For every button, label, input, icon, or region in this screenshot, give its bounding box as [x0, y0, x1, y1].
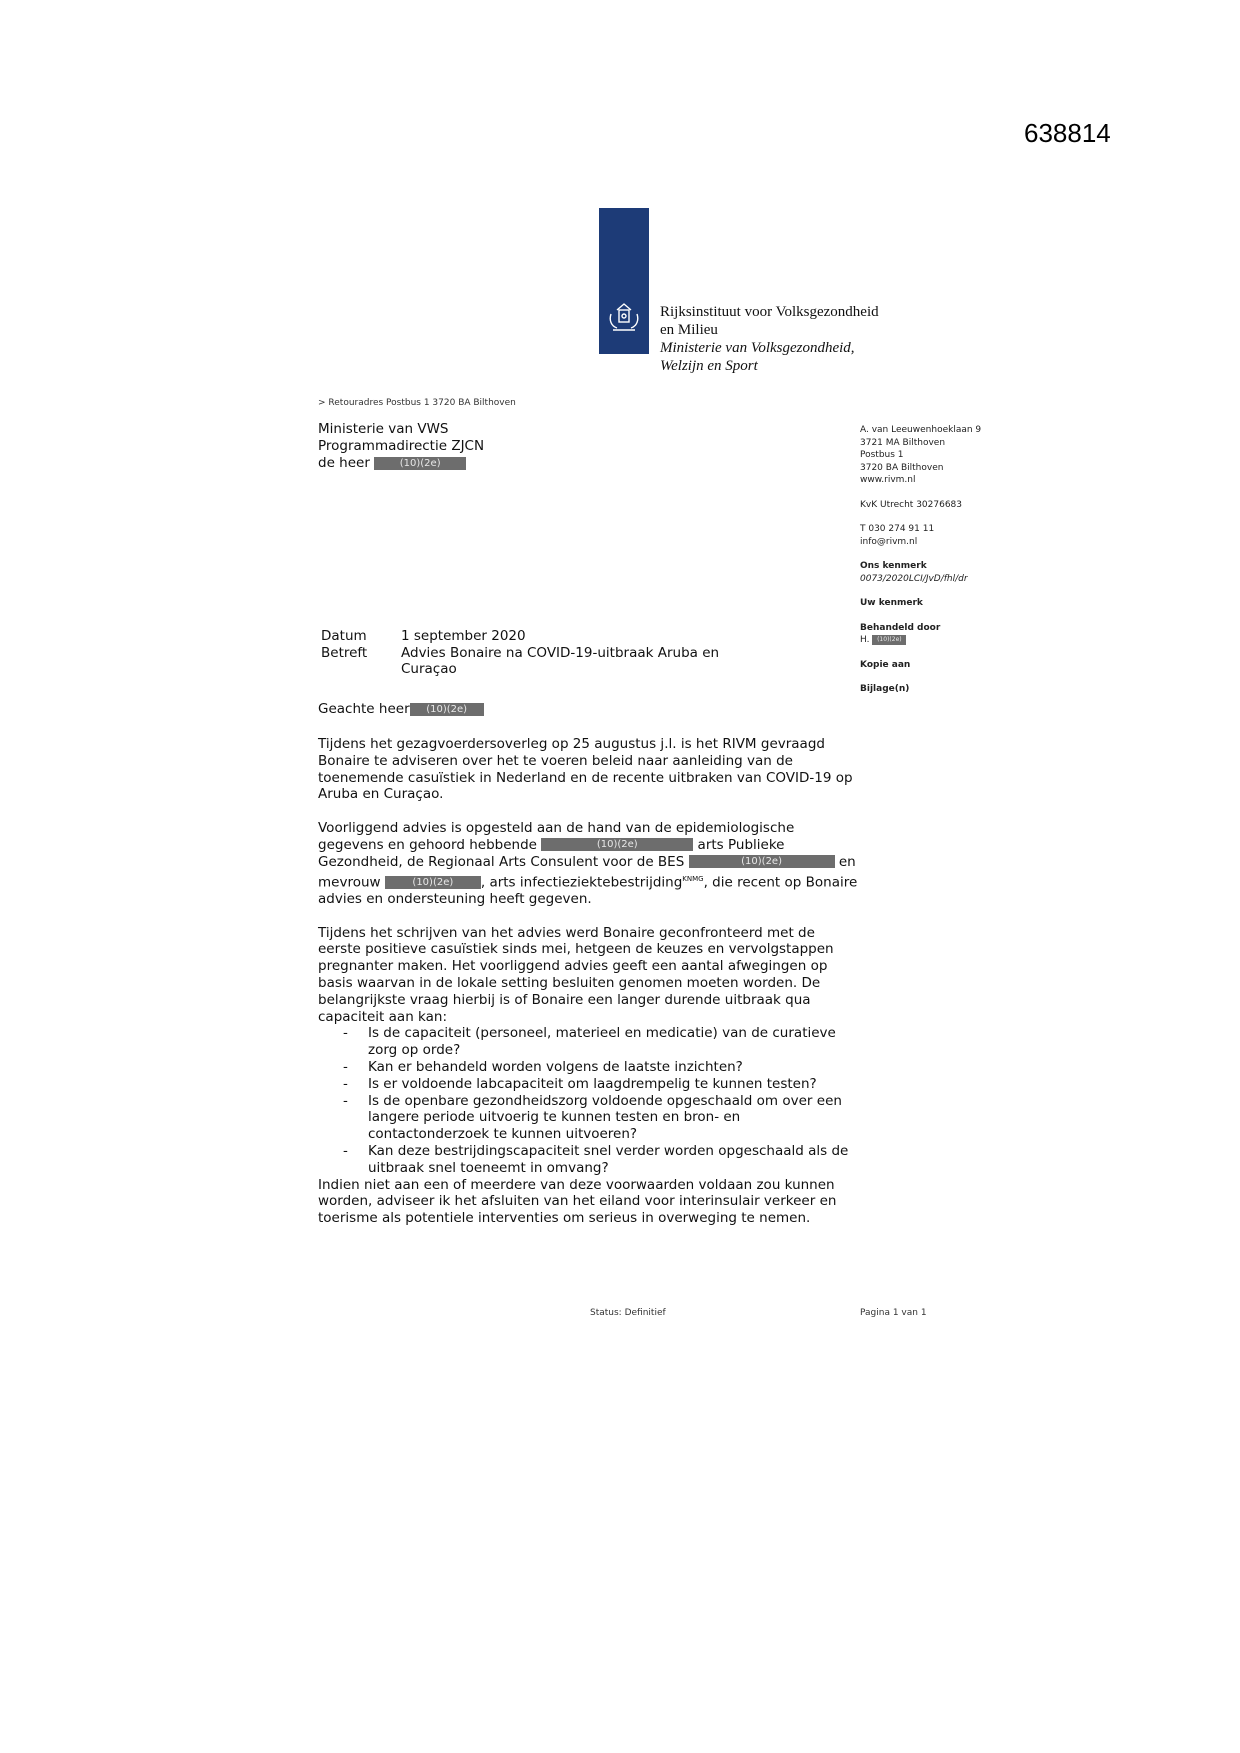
page-number: Pagina 1 van 1 [860, 1308, 927, 1318]
bijlage-label: Bijlage(n) [860, 684, 910, 694]
addressee-line1: Ministerie van VWS [318, 421, 449, 437]
behandeld-door-value [860, 634, 1040, 647]
datum-label: Datum [321, 628, 367, 644]
list-item: - Kan deze bestrijdingscapaciteit snel verder worden opgeschaald als de uitbraak snel toeneemt in omvang? [318, 1143, 858, 1177]
sender-address-line3: Postbus 1 [860, 450, 904, 460]
redaction-box: (10)(2e) [689, 855, 835, 868]
body-paragraph-3: Tijdens het schrijven van het advies werd Bonaire geconfronteerd met de eerste positieve casuïstiek sinds mei, hetgeen de keuzes en vervolgstappen pregnanter maken. Het voorliggend advies geeft een aantal afwegingen op basis waarvan in de lokale setting besluiten genomen moeten worden. De belangrijkste vraag hierbij is of Bonaire een langer durende uitbraak qua capaciteit aan kan: [318, 924, 834, 1025]
kopie-aan-label: Kopie aan [860, 659, 911, 670]
list-item: - Is de openbare gezondheidszorg voldoende opgeschaald om over een langere periode uitvoerig te kunnen testen en bron- en contactonderzoek te kunnen uitvoeren? [318, 1093, 858, 1143]
list-item: - Kan er behandeld worden volgens de laatste inzichten? [318, 1059, 858, 1076]
body-paragraph-2 [318, 820, 858, 907]
return-address: > Retouradres Postbus 1 3720 BA Bilthoven [318, 398, 516, 408]
body-paragraph-1: Tijdens het gezagvoerdersoverleg op 25 augustus j.l. is het RIVM gevraagd Bonaire te adviseren over het te voeren beleid naar aanleiding van de toenemende casuïstiek in Nederland en de recente uitbraken van COVID-19 op Aruba en Curaçao. [318, 736, 853, 803]
body-text: Voorliggend advies is opgesteld aan de hand van de epidemiologische gegevens en gehoord hebbende [318, 820, 795, 853]
redaction-box: (10)(2e) [410, 703, 484, 716]
list-item: - Is er voldoende labcapaciteit om laagdrempelig te kunnen testen? [318, 1076, 858, 1093]
rijksoverheid-logo [599, 208, 649, 354]
redaction-box: (10)(2e) [374, 457, 466, 470]
addressee-line2: Programmadirectie ZJCN [318, 438, 485, 454]
betreft-label: Betreft [321, 644, 368, 661]
sender-email[interactable]: info@rivm.nl [860, 536, 918, 547]
kvk-number: KvK Utrecht 30276683 [860, 499, 962, 510]
org-line2: en Milieu [660, 322, 718, 338]
sender-website[interactable]: www.rivm.nl [860, 475, 916, 485]
letter-meta [321, 628, 781, 678]
document-number: 638814 [1024, 118, 1111, 148]
body-paragraph-4: Indien niet aan een of meerdere van deze voorwaarden voldaan zou kunnen worden, adviseer ik het afsluiten van het eiland voor interinsulair verkeer en toerisme als potentiele interventies om serieus in overweging te nemen. [318, 1176, 837, 1227]
salutation-text: Geachte heer [318, 701, 410, 717]
letter-body [318, 736, 858, 1244]
sender-address-line2: 3721 MA Bilthoven [860, 437, 946, 448]
phone-number: T 030 274 91 11 [860, 524, 935, 534]
behandeld-door-label: Behandeld door [860, 622, 941, 633]
addressee-block [318, 421, 484, 472]
organization-name [660, 303, 879, 375]
addressee-title: de heer [318, 455, 370, 471]
addressee-line3 [318, 455, 484, 472]
coat-of-arms-icon [605, 300, 643, 334]
redaction-box: (10)(2e) [385, 876, 481, 889]
betreft-value: Advies Bonaire na COVID-19-uitbraak Aruba en Curaçao [401, 644, 720, 677]
sender-address-line4: 3720 BA Bilthoven [860, 462, 944, 473]
ons-kenmerk-label: Ons kenmerk [860, 561, 927, 571]
body-text: , die recent op Bonaire advies en ondersteuning heeft gegeven. [318, 874, 858, 907]
redaction-box: (10)(2e) [541, 838, 693, 851]
redaction-box: (10)(2e) [872, 635, 906, 645]
sender-sidebar [860, 424, 1040, 696]
list-item: - Is de capaciteit (personeel, materieel en medicatie) van de curatieve zorg op orde? [318, 1025, 858, 1059]
salutation [318, 701, 484, 717]
knmg-superscript: KNMG [682, 874, 704, 883]
sender-address-line1: A. van Leeuwenhoeklaan 9 [860, 425, 982, 435]
org-line3: Ministerie van Volksgezondheid, [660, 340, 855, 356]
question-list [318, 1025, 858, 1176]
org-line4: Welzijn en Sport [660, 358, 758, 374]
status-footer: Status: Definitief [590, 1308, 666, 1318]
ons-kenmerk-value: 0073/2020LCI/JvD/fhl/dr [860, 573, 968, 584]
org-line1: Rijksinstituut voor Volksgezondheid [660, 304, 879, 320]
behandeld-door-prefix: H. [860, 635, 870, 645]
datum-value: 1 september 2020 [401, 628, 526, 644]
body-text: , arts infectieziektebestrijding [480, 874, 683, 891]
body-text: en mevrouw [318, 853, 856, 891]
body-text: arts Publieke Gezondheid, de Regionaal Arts Consulent voor de BES [318, 836, 785, 870]
uw-kenmerk-label: Uw kenmerk [860, 598, 923, 608]
